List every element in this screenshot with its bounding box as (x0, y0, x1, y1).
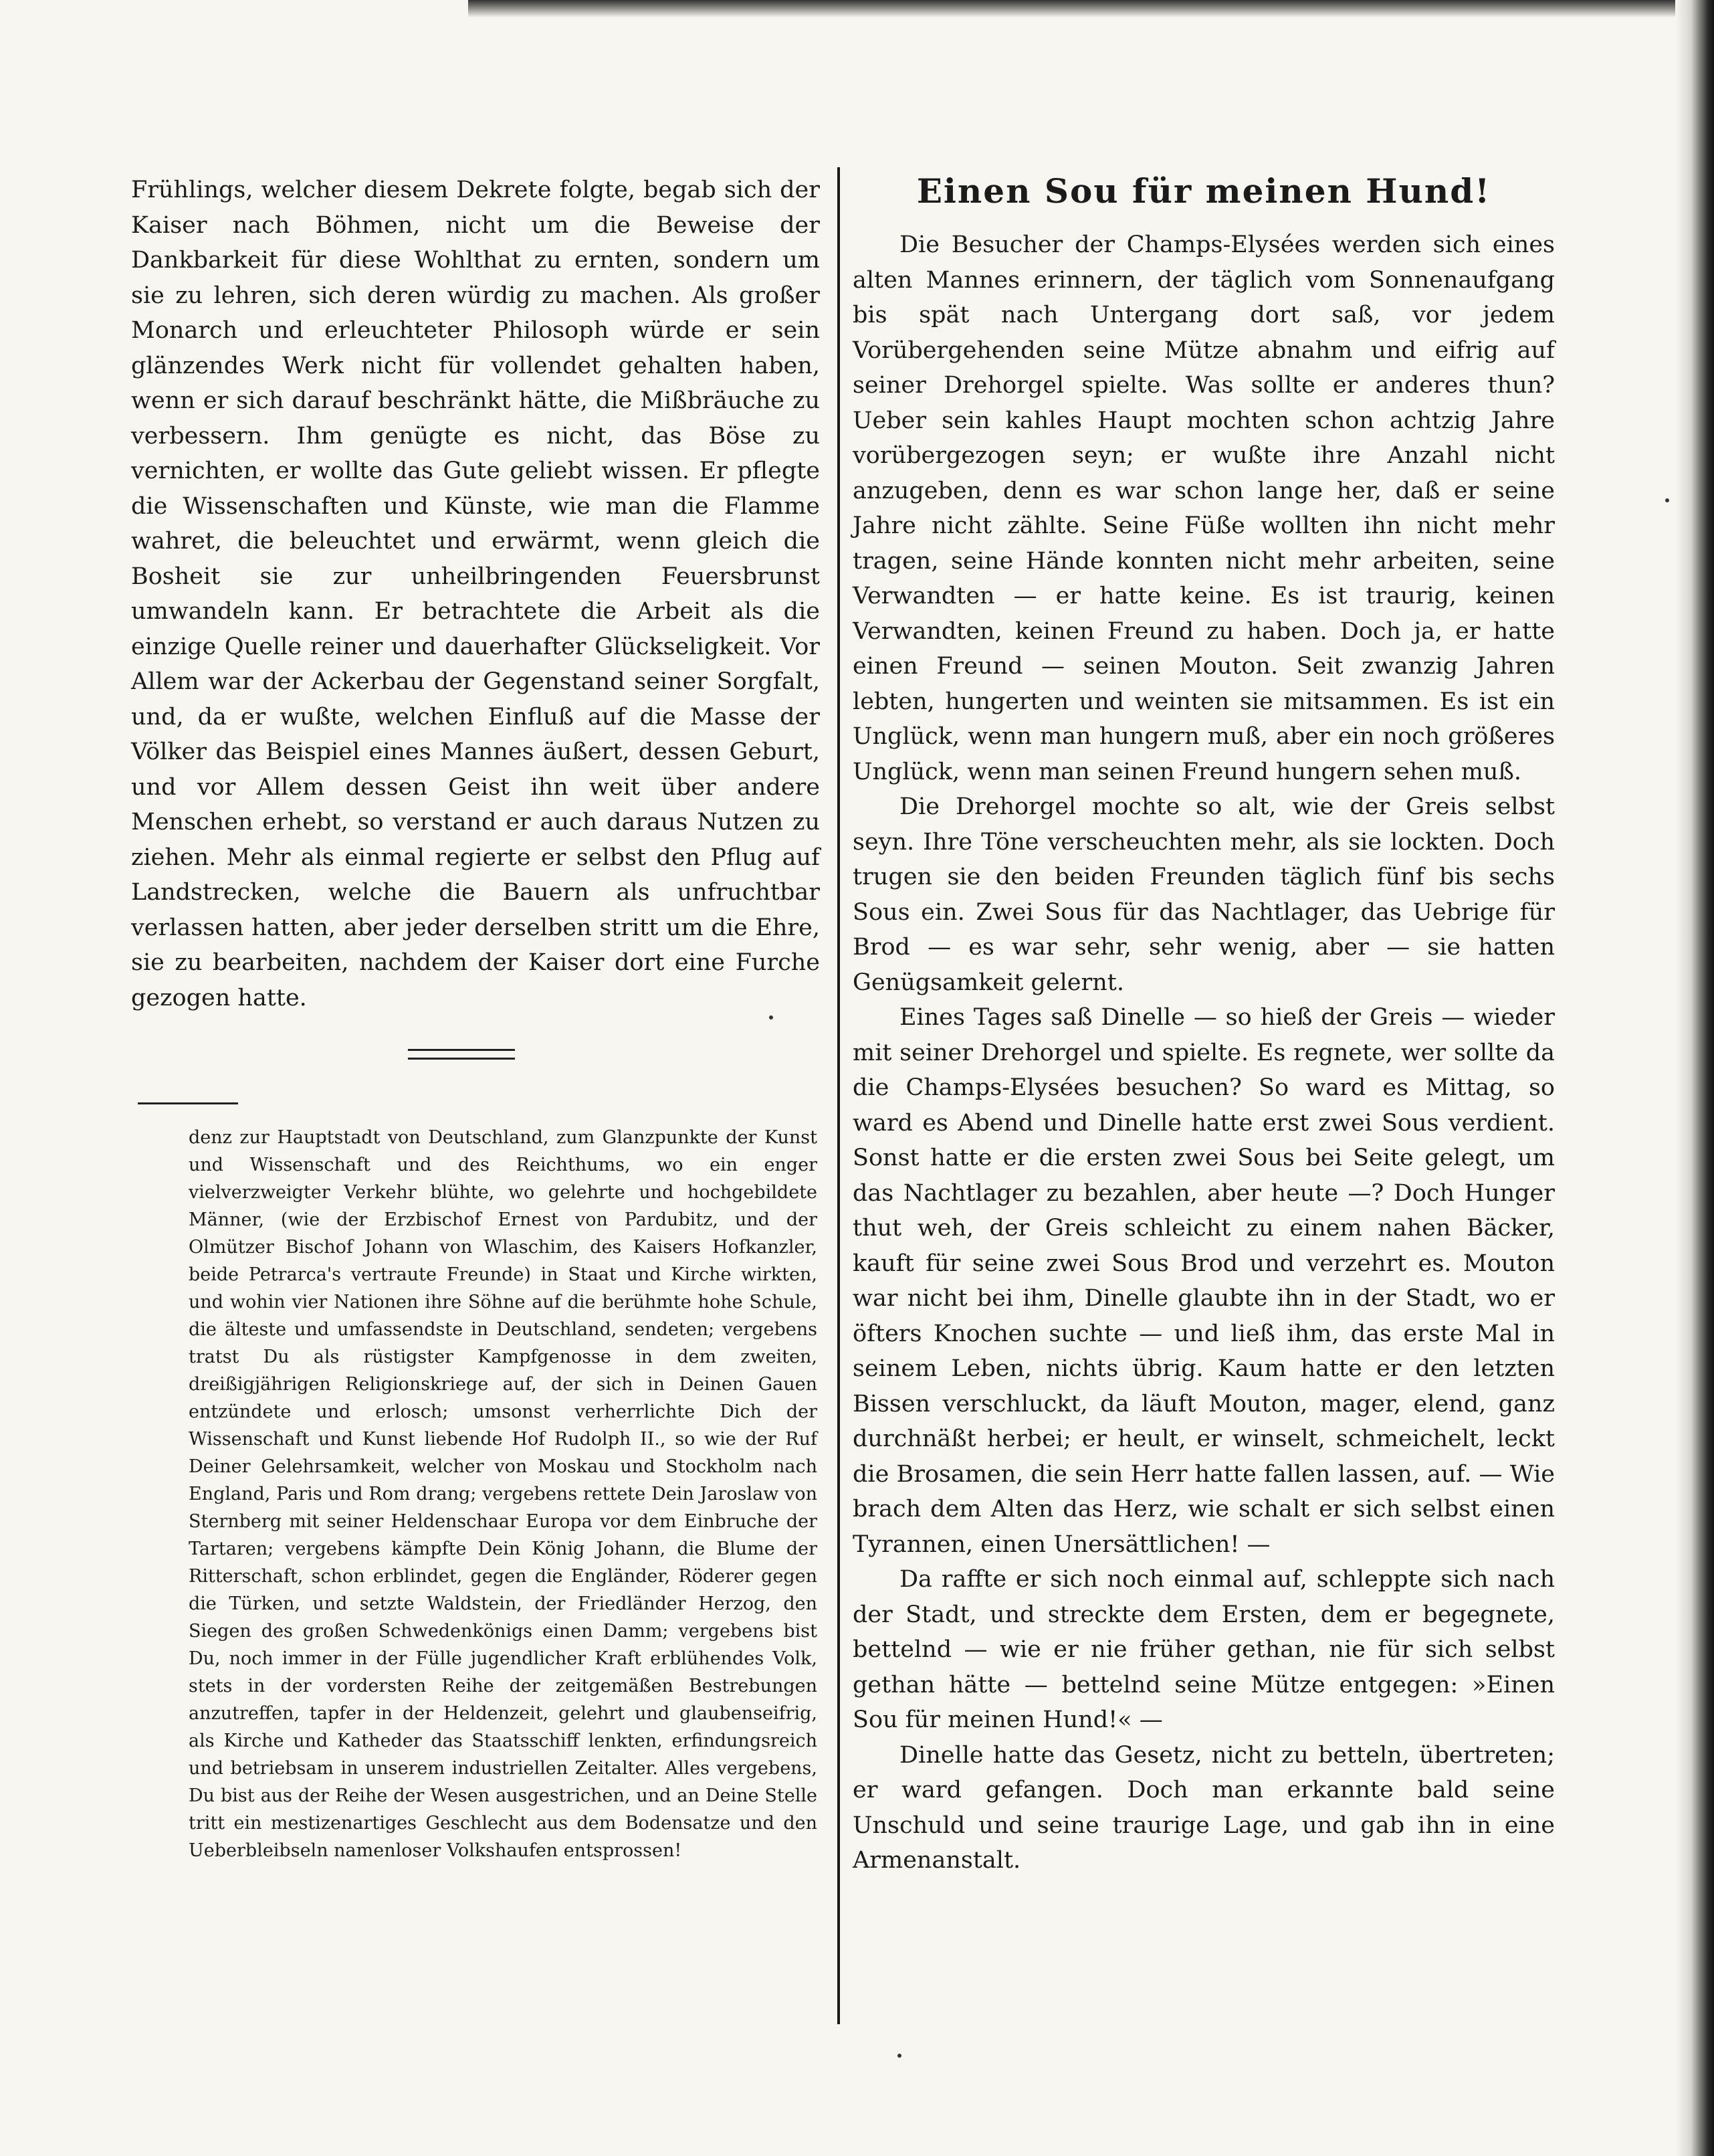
footnote (189, 1124, 817, 1864)
page-right-edge (1675, 0, 1714, 2156)
column-divider (837, 167, 840, 2024)
article-title: Einen Sou für meinen Hund! (916, 171, 1491, 211)
ink-speck (769, 1015, 773, 1019)
footnote-rule (138, 1102, 238, 1104)
page-top-edge (468, 0, 1714, 17)
article-paragraph: Eines Tages saß Dinelle — so hieß der Greis — wieder mit seiner Drehorgel und spielte. Es regnete, wer sollte da die Champs-Elysées besuchen? So ward es Mittag, so ward es Abend und Dinelle hatte erst zwei Sous verdient. Sonst hatte er die ersten zwei Sous bei Seite gelegt, um das Nachtlager zu bezahlen, aber heute —? Doch Hunger thut weh, der Greis schleicht zu einem nahen Bäcker, kauft für seine zwei Sous Brod und verzehrt es. Mouton war nicht bei ihm, Dinelle glaubte ihn in der Stadt, wo er öfters Knochen suchte — und ließ ihm, das erste Mal in seinem Leben, nichts übrig. Kaum hatte er den letzten Bissen verschluckt, da läuft Mouton, mager, elend, ganz durchnäßt herbei; er heult, er winselt, schmeichelt, leckt die Brosamen, die sein Herr hatte fallen lassen, auf. — Wie brach dem Alten das Herz, wie schalt er sich selbst einen Tyrannen, einen Unersättlichen! — (853, 1004, 1555, 1558)
article-paragraph: Da raffte er sich noch einmal auf, schleppte sich nach der Stadt, und streckte dem Ersten, dem er begegnete, bettelnd — wie er nie früher gethan, nie für sich selbst gethan hätte — bettelnd seine Mütze entgegen: »Einen Sou für meinen Hund!« — (853, 1566, 1555, 1733)
ink-speck (1665, 498, 1669, 502)
right-column (853, 227, 1555, 1878)
article-paragraph: Die Drehorgel mochte so alt, wie der Greis selbst seyn. Ihre Töne verscheuchten mehr, als sie lockten. Doch trugen sie den beiden Freunden täglich fünf bis sechs Sous ein. Zwei Sous für das Nachtlager, das Uebrige für Brod — es war sehr, sehr wenig, aber — sie hatten Genügsamkeit gelernt. (853, 793, 1555, 996)
article-paragraph: Dinelle hatte das Gesetz, nicht zu betteln, übertreten; er ward gefangen. Doch man erkannte bald seine Unschuld und seine traurige Lage, und gab ihn in eine Armenanstalt. (853, 1741, 1555, 1874)
section-ornament-rule (408, 1049, 515, 1060)
left-column (131, 173, 820, 1015)
footnote-text: denz zur Hauptstadt von Deutschland, zum Glanzpunkte der Kunst und Wissenschaft und des Reichthums, wo ein enger vielverzweigter Verkehr blühte, wo gelehrte und hochgebildete Männer, (wie der Erzbischof Ernest von Pardubitz, und der Olmützer Bischof Johann von Wlaschim, des Kaisers Hofkanzler, beide Petrarca's vertraute Freunde) in Staat und Kirche wirkten, und wohin vier Nationen ihre Söhne auf die berühmte hohe Schule, die älteste und umfassendste in Deutschland, sendeten; vergebens tratst Du als rüstigster Kampfgenosse in dem zweiten, dreißigjährigen Religionskriege auf, der sich in Deinen Gauen entzündete und erlosch; umsonst verherrlichte Dich der Wissenschaft und Kunst liebende Hof Rudolph II., so wie der Ruf Deiner Gelehrsamkeit, welcher von Moskau und Stockholm nach England, Paris und Rom drang; vergebens rettete Dein Jaroslaw von Sternberg mit seiner Heldenschaar Europa vor dem Einbruche der Tartaren; vergebens kämpfte Dein König Johann, die Blume der Ritterschaft, schon erblindet, gegen die Engländer, Röderer gegen die Türken, und setzte Waldstein, der Friedländer Herzog, den Siegen des großen Schwedenkönigs einen Damm; vergebens bist Du, noch immer in der Fülle jugendlicher Kraft erblühendes Volk, stets in der vordersten Reihe der zeitgemäßen Bestrebungen anzutreffen, tapfer in der Heldenzeit, gelehrt und glaubenseifrig, als Kirche und Katheder das Staatsschiff lenkten, erfindungsreich und betriebsam in unserem industriellen Zeitalter. Alles vergebens, Du bist aus der Reihe der Wesen ausgestrichen, und an Deine Stelle tritt ein mestizenartiges Geschlecht aus dem Bodensatze und den Ueberbleibseln namenloser Volkshaufen entsprossen! (189, 1127, 817, 1861)
article-paragraph: Die Besucher der Champs-Elysées werden sich eines alten Mannes erinnern, der täglich vom Sonnenaufgang bis spät nach Untergang dort saß, vor jedem Vorübergehenden seine Mütze abnahm und eifrig auf seiner Drehorgel spielte. Was sollte er anderes thun? Ueber sein kahles Haupt mochten schon achtzig Jahre vorübergezogen seyn; er wußte ihre Anzahl nicht anzugeben, denn es war schon lange her, daß er seine Jahre nicht zählte. Seine Füße wollten ihn nicht mehr tragen, seine Hände konnten nicht mehr arbeiten, seine Verwandten — er hatte keine. Es ist traurig, keinen Verwandten, keinen Freund zu haben. Doch ja, er hatte einen Freund — seinen Mouton. Seit zwanzig Jahren lebten, hungerten und weinten sie mitsammen. Es ist ein Unglück, wenn man hungern muß, aber ein noch größeres Unglück, wenn man seinen Freund hungern sehen muß. (853, 231, 1555, 785)
left-main-text: Frühlings, welcher diesem Dekrete folgte, begab sich der Kaiser nach Böhmen, nicht um die Beweise der Dankbarkeit für diese Wohlthat zu ernten, sondern um sie zu lehren, sich deren würdig zu machen. Als großer Monarch und erleuchteter Philosoph würde er sein glänzendes Werk nicht für vollendet gehalten haben, wenn er sich darauf beschränkt hätte, die Mißbräuche zu verbessern. Ihm genügte es nicht, das Böse zu vernichten, er wollte das Gute geliebt wissen. Er pflegte die Wissenschaften und Künste, wie man die Flamme wahret, die beleuchtet und erwärmt, wenn gleich die Bosheit sie zur unheilbringenden Feuersbrunst umwandeln kann. Er betrachtete die Arbeit als die einzige Quelle reiner und dauerhafter Glückseligkeit. Vor Allem war der Ackerbau der Gegenstand seiner Sorgfalt, und, da er wußte, welchen Einfluß auf die Masse der Völker das Beispiel eines Mannes äußert, dessen Geburt, und vor Allem dessen Geist ihn weit über andere Menschen erhebt, so verstand er auch daraus Nutzen zu ziehen. Mehr als einmal regierte er selbst den Pflug auf Landstrecken, welche die Bauern als unfruchtbar verlassen hatten, aber jeder derselben stritt um die Ehre, sie zu bearbeiten, nachdem der Kaiser dort eine Furche gezogen hatte. (131, 177, 820, 1011)
ink-speck (897, 2054, 901, 2058)
